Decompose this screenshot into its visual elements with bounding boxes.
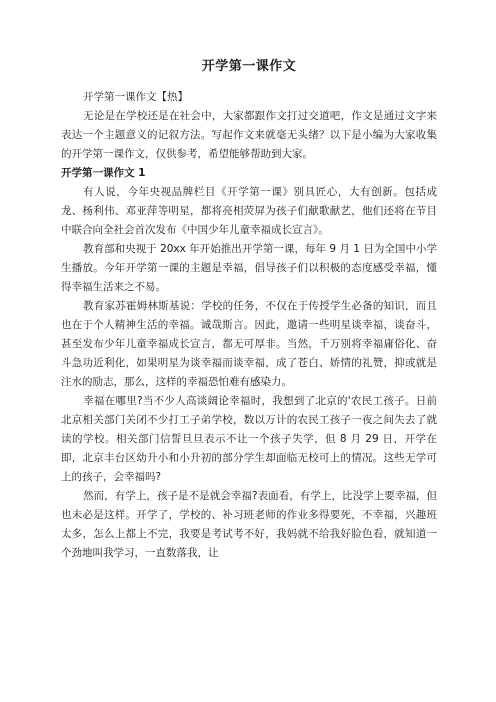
body-paragraph: 教育部和央视于 20xx 年开始推出开学第一课，每年 9 月 1 日为全国中小学生播放。今年开学第一课的主题是幸福，倡导孩子们以积极的态度感受幸福，懂得幸福生活来之不易。: [61, 243, 437, 293]
intro-paragraph: 无论是在学校还是在社会中，大家都跟作文打过交道吧，作文是通过文字来表达一个主题意义的记叙方法。写起作文来就毫无头绪？以下是小编为大家收集的开学第一课作文，仅供参考，希望能够帮助到大家。: [61, 110, 437, 160]
body-paragraph: 教育家苏霍姆林斯基说：学校的任务，不仅在于传授学生必备的知识，而且也在于个人精神生活的幸福。诚哉斯言。因此，邀请一些明星谈幸福，谈奋斗，甚至发布少年儿童幸福成长宣言，都无可厚非。当然，千万别将幸福庸俗化、奋斗急功近利化，如果明星为谈幸福而谈幸福，成了苍白、娇情的礼赞，抑或就是注水的励志，那么，这样的幸福恐怕难有感染力。: [61, 300, 437, 388]
document-page: [61, 58, 437, 563]
body-paragraph: 幸福在哪里?当不少人高谈阔论幸福时，我想到了北京的'农民工孩子。日前北京相关部门关闭不少打工子弟学校，数以万计的农民工孩子一夜之间失去了就读的学校。相关部门信誓旦旦表示不让一个孩子失学，但 8 月 29 日，开学在即，北京丰台区幼升小和小升初的部分学生却面临无校可上的情况。这些无学可上的孩子，会幸福吗?: [61, 395, 437, 483]
body-paragraph: 有人说，今年央视品牌栏目《开学第一课》别具匠心，大有创新。包括成龙、杨利伟、邓亚萍等明星，都将亮相荧屏为孩子们献歌献艺，他们还将在节目中联合向全社会首次发布《中国少年儿童幸福成长宣言》。: [61, 186, 437, 236]
body-paragraph: 然而，有学上，孩子是不是就会幸福?表面看，有学上，比没学上要幸福，但也未必是这样。开学了，学校的、补习班老师的作业多得要死，不幸福，兴趣班太多，怎么上都上不完，我要是考试考不好，我妈就不给我好脸色看，就知道一个劲地叫我学习，一直数落我，让: [61, 490, 437, 559]
document-body: [61, 88, 437, 563]
intro-line: 开学第一课作文【热】: [83, 91, 189, 103]
document-title: 开学第一课作文: [201, 59, 297, 74]
section-heading: 开学第一课作文 1: [61, 167, 146, 179]
